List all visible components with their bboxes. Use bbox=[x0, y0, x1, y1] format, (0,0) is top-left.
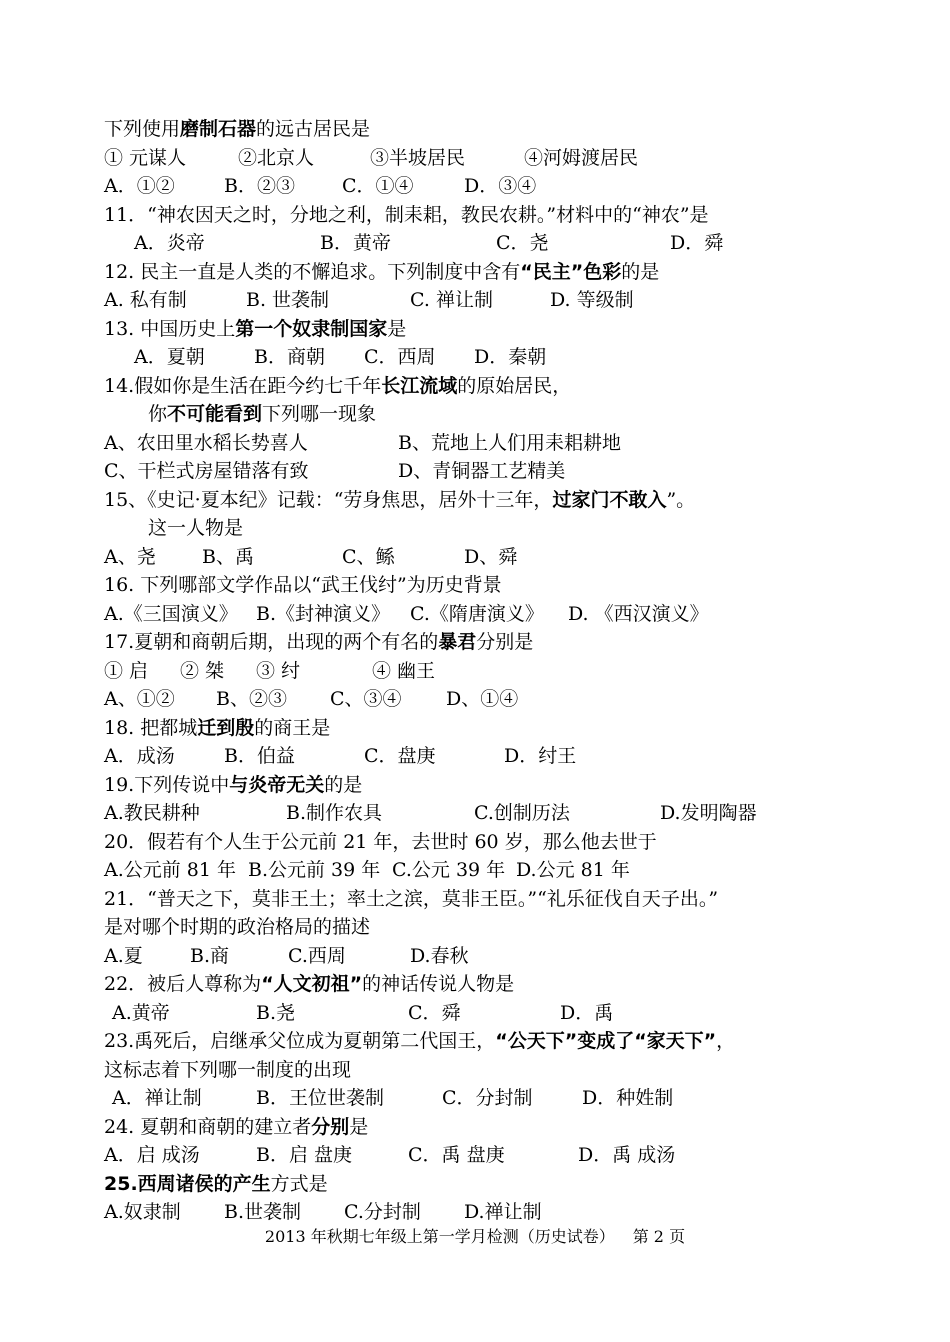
option-b: B.《封神演义》 bbox=[256, 603, 391, 625]
option-d: D、①④ bbox=[446, 688, 519, 710]
question-15-options bbox=[104, 545, 704, 569]
question-17-stem: 17.夏朝和商朝后期，出现的两个有名的暴君分别是 bbox=[104, 631, 534, 653]
question-20-stem: 20．假若有个人生于公元前 21 年，去世时 60 岁，那么他去世于 bbox=[104, 831, 657, 853]
option-b: B、荒地上人们用耒耜耕地 bbox=[398, 432, 621, 454]
page-number: 第 2 页 bbox=[632, 1227, 686, 1246]
option-c: C．分封制 bbox=[442, 1087, 533, 1109]
question-14-stem-2: 你不可能看到下列哪一现象 bbox=[148, 403, 377, 425]
option-d: D、青铜器工艺精美 bbox=[398, 460, 566, 482]
question-10-items bbox=[104, 146, 804, 170]
option-c: C、干栏式房屋错落有致 bbox=[104, 460, 309, 482]
option-a: A.教民耕种 bbox=[104, 802, 200, 824]
option-b: B．商朝 bbox=[254, 346, 325, 368]
option-c: C.《隋唐演义》 bbox=[410, 603, 544, 625]
option-c: C.公元 39 年 bbox=[392, 859, 506, 881]
option-c: C. 禅让制 bbox=[410, 289, 493, 311]
question-11-stem: 11．“神农因天之时，分地之利，制耒耜，教民农耕。”材料中的“神农”是 bbox=[104, 204, 709, 226]
question-17-items bbox=[104, 659, 704, 683]
option-d: D．禹 bbox=[560, 1002, 614, 1024]
option-a: A．夏朝 bbox=[134, 346, 205, 368]
question-11-options bbox=[134, 231, 834, 255]
option-d: D. 等级制 bbox=[550, 289, 634, 311]
option-b: B、②③ bbox=[216, 688, 287, 710]
option-c: C、③④ bbox=[330, 688, 402, 710]
option-a: A.公元前 81 年 bbox=[104, 859, 237, 881]
question-19-stem: 19.下列传说中与炎帝无关的是 bbox=[104, 774, 363, 796]
option-c: C.分封制 bbox=[344, 1201, 421, 1223]
question-17-options bbox=[104, 687, 704, 711]
question-24-stem: 24. 夏朝和商朝的建立者分别是 bbox=[104, 1116, 369, 1138]
option-c: C．舜 bbox=[408, 1002, 461, 1024]
question-19-options bbox=[104, 801, 824, 825]
item: ③半坡居民 bbox=[370, 147, 466, 169]
option-a: A．禅让制 bbox=[112, 1087, 202, 1109]
option-b: B.世袭制 bbox=[224, 1201, 302, 1223]
option-d: D．种姓制 bbox=[582, 1087, 674, 1109]
option-c: C．尧 bbox=[496, 232, 549, 254]
option-b: B．启 盘庚 bbox=[256, 1144, 353, 1166]
option-a: A、尧 bbox=[104, 546, 156, 568]
question-16-stem: 16. 下列哪部文学作品以“武王伐纣”为历史背景 bbox=[104, 574, 502, 596]
question-21-options bbox=[104, 944, 704, 968]
question-23-stem-2: 这标志着下列哪一制度的出现 bbox=[104, 1059, 352, 1081]
option-a: A、农田里水稻长势喜人 bbox=[104, 432, 308, 454]
option-a: A.黄帝 bbox=[112, 1002, 170, 1024]
item: ② 桀 bbox=[180, 660, 225, 682]
question-13-options bbox=[134, 345, 734, 369]
question-15-stem-2: 这一人物是 bbox=[148, 517, 244, 539]
question-15-stem: 15、《史记·夏本纪》记载：“劳身焦思，居外十三年，过家门不敢入”。 bbox=[104, 489, 696, 511]
option-c: C．禹 盘庚 bbox=[408, 1144, 505, 1166]
option-d: D．舜 bbox=[670, 232, 724, 254]
question-18-stem: 18. 把都城迁到殷的商王是 bbox=[104, 717, 331, 739]
option-a: A.《三国演义》 bbox=[104, 603, 238, 625]
option-d: D．③④ bbox=[464, 175, 537, 197]
question-10-options bbox=[104, 174, 804, 198]
option-c: C．盘庚 bbox=[364, 745, 436, 767]
question-22-stem: 22．被后人尊称为“人文初祖”的神话传说人物是 bbox=[104, 973, 515, 995]
option-b: B.尧 bbox=[256, 1002, 296, 1024]
option-b: B．②③ bbox=[224, 175, 295, 197]
question-14-options-row2 bbox=[104, 459, 804, 483]
option-a: A．炎帝 bbox=[134, 232, 205, 254]
option-a: A．启 成汤 bbox=[104, 1144, 200, 1166]
option-c: C．①④ bbox=[342, 175, 414, 197]
option-d: D.发明陶器 bbox=[660, 802, 757, 824]
question-22-options bbox=[112, 1001, 712, 1025]
option-d: D.禅让制 bbox=[464, 1201, 542, 1223]
item: ③ 纣 bbox=[256, 660, 301, 682]
question-25-stem: 25.西周诸侯的产生方式是 bbox=[104, 1173, 328, 1195]
question-23-options bbox=[112, 1086, 812, 1110]
option-b: B、禹 bbox=[202, 546, 254, 568]
question-20-options bbox=[104, 858, 804, 882]
option-b: B.制作农具 bbox=[286, 802, 383, 824]
item: ④河姆渡居民 bbox=[524, 147, 639, 169]
option-d: D. 《西汉演义》 bbox=[568, 603, 709, 625]
question-14-options-row1 bbox=[104, 431, 804, 455]
option-d: D．秦朝 bbox=[474, 346, 547, 368]
item: ④ 幽王 bbox=[372, 660, 436, 682]
option-b: B．黄帝 bbox=[320, 232, 391, 254]
option-b: B．伯益 bbox=[224, 745, 295, 767]
option-a: A. 私有制 bbox=[104, 289, 187, 311]
option-d: D、舜 bbox=[464, 546, 518, 568]
question-23-stem: 23.禹死后，启继承父位成为夏朝第二代国王，“公天下”变成了“家天下”， bbox=[104, 1030, 736, 1052]
question-16-options bbox=[104, 602, 804, 626]
option-a: A．①② bbox=[104, 175, 175, 197]
question-24-options bbox=[104, 1143, 804, 1167]
option-b: B. 世袭制 bbox=[246, 289, 330, 311]
question-12-stem: 12. 民主一直是人类的不懈追求。下列制度中含有“民主”色彩的是 bbox=[104, 261, 660, 283]
question-18-options bbox=[104, 744, 704, 768]
option-b: B.公元前 39 年 bbox=[248, 859, 381, 881]
question-10-stem: 下列使用磨制石器的远古居民是 bbox=[104, 118, 371, 140]
option-a: A.夏 bbox=[104, 945, 143, 967]
option-a: A.奴隶制 bbox=[104, 1201, 181, 1223]
option-d: D．纣王 bbox=[504, 745, 577, 767]
option-a: A、①② bbox=[104, 688, 175, 710]
question-14-stem: 14.假如你是生活在距今约七千年长江流域的原始居民， bbox=[104, 375, 572, 397]
item: ②北京人 bbox=[238, 147, 315, 169]
option-d: D.公元 81 年 bbox=[516, 859, 630, 881]
option-c: C、鲧 bbox=[342, 546, 395, 568]
question-12-options bbox=[104, 288, 804, 312]
question-25-options bbox=[104, 1200, 704, 1224]
footer-title: 2013 年秋期七年级上第一学月检测（历史试卷） bbox=[264, 1227, 615, 1246]
option-a: A．成汤 bbox=[104, 745, 175, 767]
option-b: B.商 bbox=[190, 945, 230, 967]
page-footer bbox=[0, 1226, 950, 1248]
question-21-stem-2: 是对哪个时期的政治格局的描述 bbox=[104, 916, 371, 938]
option-d: D.春秋 bbox=[410, 945, 469, 967]
question-13-stem: 13. 中国历史上第一个奴隶制国家是 bbox=[104, 318, 407, 340]
option-d: D．禹 成汤 bbox=[578, 1144, 676, 1166]
item: ① 元谋人 bbox=[104, 147, 187, 169]
option-c: C．西周 bbox=[364, 346, 436, 368]
question-21-stem: 21．“普天之下，莫非王土；率土之滨，莫非王臣。”“礼乐征伐自天子出。” bbox=[104, 888, 719, 910]
option-c: C.西周 bbox=[288, 945, 346, 967]
item: ① 启 bbox=[104, 660, 149, 682]
option-b: B．王位世袭制 bbox=[256, 1087, 384, 1109]
option-c: C.创制历法 bbox=[474, 802, 570, 824]
